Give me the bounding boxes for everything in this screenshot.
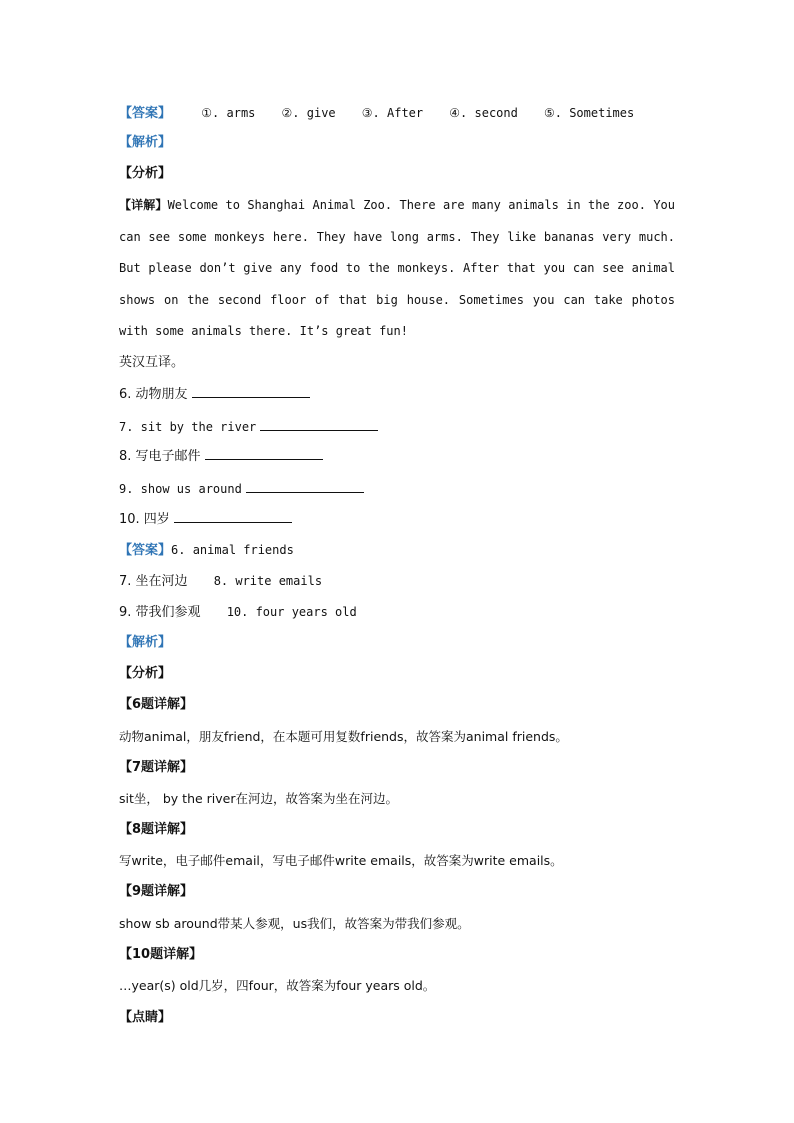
fenxi-heading-2: 【分析】 bbox=[119, 666, 172, 681]
answer-item: ②. give bbox=[281, 106, 336, 120]
detail-heading-10: 【10题详解】 bbox=[119, 947, 203, 962]
fenxi-heading-1: 【分析】 bbox=[119, 166, 172, 181]
answer-blank bbox=[192, 385, 310, 398]
analysis-heading-1: 【解析】 bbox=[119, 135, 172, 150]
answer-line-3: 7. 坐在河边 8. write emails bbox=[119, 574, 323, 589]
detail-text-9: show sb around带某人参观，us我们，故答案为带我们参观。 bbox=[119, 916, 470, 931]
detail-text-10: …year(s) old几岁，四four，故答案为four years old。 bbox=[119, 978, 436, 993]
answer-line-2: 【答案】6. animal friends bbox=[119, 543, 294, 558]
answer-blank bbox=[205, 447, 323, 460]
answer-blank bbox=[260, 418, 378, 431]
detail-paragraph bbox=[119, 190, 675, 348]
answer-item: ④. second bbox=[449, 106, 518, 120]
section-title: 英汉互译。 bbox=[119, 355, 185, 370]
detail-heading-9: 【9题详解】 bbox=[119, 884, 194, 899]
detail-text-8: 写write，电子邮件email，写电子邮件write emails，故答案为write emails。 bbox=[119, 853, 563, 868]
detail-text-7: sit坐， by the river在河边，故答案为坐在河边。 bbox=[119, 791, 398, 806]
answer-line-4: 9. 带我们参观 10. four years old bbox=[119, 605, 357, 620]
detail-heading-6: 【6题详解】 bbox=[119, 697, 194, 712]
answer-item: ①. arms bbox=[201, 106, 256, 120]
dianjing-heading: 【点睛】 bbox=[119, 1010, 172, 1025]
detail-text: Welcome to Shanghai Animal Zoo. There are many animals in the zoo. You can see some monkeys here. They have long arms. They like bananas very much. But please don’t give any food to the monkeys. After that you can see animal shows on the second floor of that big house. Sometimes you can take photos with some animals there. It’s great fun! bbox=[119, 198, 675, 338]
answer-blank bbox=[174, 510, 292, 523]
answer-blank bbox=[246, 480, 364, 493]
detail-text-6: 动物animal，朋友friend，在本题可用复数friends，故答案为animal friends。 bbox=[119, 729, 568, 744]
answer-tag: 【答案】 bbox=[119, 106, 172, 121]
detail-heading-8: 【8题详解】 bbox=[119, 822, 194, 837]
answer-item: ⑤. Sometimes bbox=[543, 106, 635, 120]
question-8: 8. 写电子邮件 bbox=[119, 447, 323, 466]
answer-line-1 bbox=[119, 104, 634, 123]
question-9: 9. show us around bbox=[119, 480, 364, 499]
question-10: 10. 四岁 bbox=[119, 510, 292, 529]
detail-tag: 【详解】 bbox=[119, 198, 168, 212]
question-7: 7. sit by the river bbox=[119, 418, 378, 437]
analysis-heading-2: 【解析】 bbox=[119, 635, 172, 650]
detail-heading-7: 【7题详解】 bbox=[119, 760, 194, 775]
question-6: 6. 动物朋友 bbox=[119, 385, 310, 404]
answer-item: ③. After bbox=[361, 106, 424, 120]
answer-tag: 【答案】 bbox=[119, 543, 172, 558]
